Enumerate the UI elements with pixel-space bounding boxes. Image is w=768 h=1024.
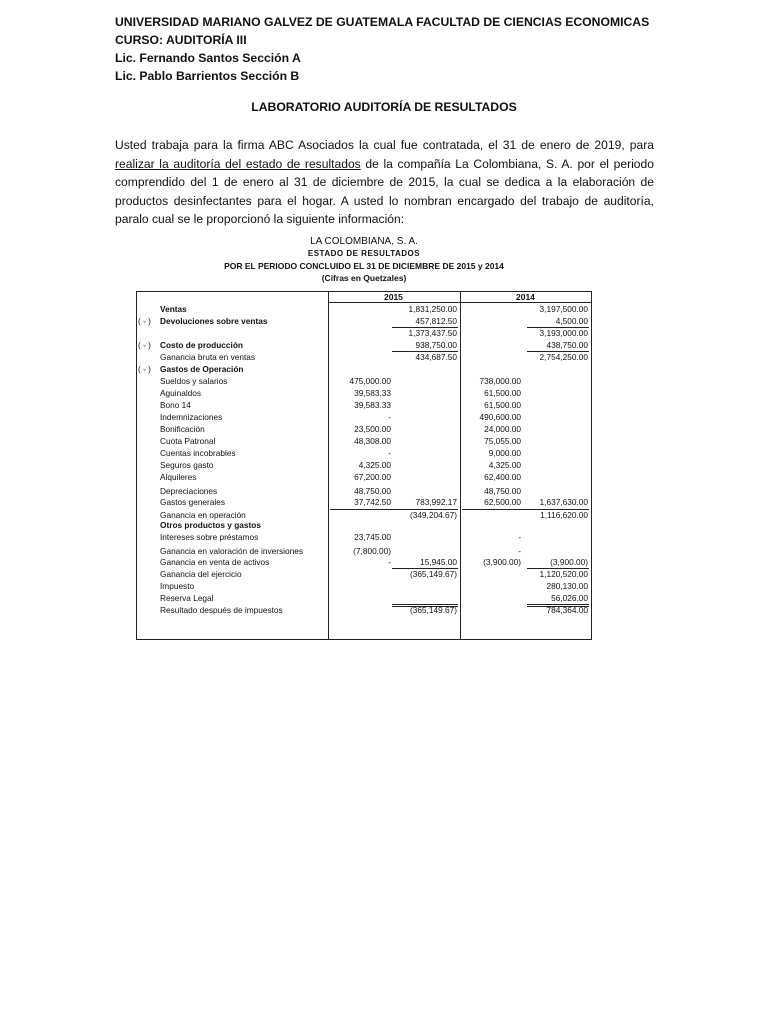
row-label: Sueldos y salarios [160,376,228,386]
row-label: Alquileres [160,472,197,482]
statement-row [0,411,768,423]
intro-underlined-text: realizar la auditoría del estado de resultados [115,156,361,171]
row-label: Ganancia en valoración de inversiones [160,546,303,556]
detail-2014-value: 75,055.00 [484,436,521,446]
statement-row [0,592,768,604]
total-2015-value: 1,831,250.00 [408,304,457,314]
statement-row [0,351,768,363]
statement-row [0,363,768,375]
row-label: Depreciaciones [160,486,218,496]
detail-2014-value: 61,500.00 [484,388,521,398]
row-label: Bonificación [160,424,205,434]
statement-row [0,471,768,483]
total-2014-value: 438,750.00 [546,340,588,350]
statement-row [0,531,768,543]
statement-currency: (Cifras en Quetzales) [321,273,407,283]
detail-2015-value: 37,742.50 [354,497,391,507]
statement-company: LA COLOMBIANA, S. A. [310,236,418,247]
row-label: Ganancia bruta en ventas [160,352,256,362]
total-2015-value: (349,204.67) [409,510,457,520]
year-2014-header: 2014 [516,292,535,302]
total-2015-value: 434,687.50 [415,352,457,362]
total-2015-value: 457,812.50 [415,316,457,326]
detail-2014-value: 9,000.00 [488,448,521,458]
row-label: Gastos de Operación [160,364,244,374]
row-label: Devoluciones sobre ventas [160,316,268,326]
row-label: Cuentas incobrables [160,448,236,458]
statement-name: ESTADO DE RESULTADOS [307,249,421,258]
statement-row [0,604,768,616]
lab-title: LABORATORIO AUDITORÍA DE RESULTADOS [251,100,517,114]
row-label: Ventas [160,304,187,314]
row-label: Intereses sobre préstamos [160,532,259,542]
document-header [115,13,649,85]
detail-2015-value: 4,325.00 [358,460,391,470]
detail-2014-value: - [518,546,521,556]
statement-row [0,375,768,387]
detail-2015-value: 39,583.33 [354,388,391,398]
total-2014-value: 56,026.00 [551,593,588,603]
statement-period: POR EL PERIODO CONCLUIDO EL 31 DE DICIEMBRE DE 2015 y 2014 [224,261,504,271]
statement-row [0,519,768,531]
statement-heading [0,236,728,284]
statement-row [0,447,768,459]
statement-row [0,423,768,435]
row-label: Indemnizaciones [160,412,223,422]
total-2014-value: 3,197,500.00 [539,304,588,314]
detail-2014-value: 4,325.00 [488,460,521,470]
row-label: Ganancia del ejercicio [160,569,242,579]
statement-row [0,568,768,580]
statement-row [0,580,768,592]
total-2014-value: 1,637,630.00 [539,497,588,507]
total-2015-value: (365,149.67) [409,569,457,579]
intro-text-2: de la compañía La Colombiana, S. A. por el periodo comprendido del 1 de enero al 31 de diciembre de 2015, la cual se dedica a la elaboración de productos desinfectantes para el hogar. A usted lo nombran encargado del trabajo de auditoría, paralo cual se le proporcionó la siguiente información: [115,156,654,226]
row-prefix: ( - ) [138,364,151,374]
detail-2015-value: - [388,412,391,422]
total-2015-value: 783,992.17 [415,497,457,507]
detail-2015-value: - [388,448,391,458]
intro-text-1: Usted trabaja para la firma ABC Asociados la cual fue contratada, el 31 de enero de 2019, para [115,138,654,152]
total-2014-value: 2,754,250.00 [539,352,588,362]
row-label: Resultado después de impuestos [160,605,283,615]
total-2014-value: 1,116,620.00 [540,510,588,520]
row-label: Gastos generales [160,497,226,507]
total-2015-value: 15,945.00 [420,557,457,567]
detail-2014-value: 48,750.00 [484,486,521,496]
total-2015-value: 938,750.00 [415,340,457,350]
detail-2015-value: (7,800.00) [353,546,391,556]
detail-2015-value: 475,000.00 [349,376,391,386]
statement-row [0,435,768,447]
total-2014-value: (3,900.00) [550,557,588,567]
detail-2015-value: 23,500.00 [354,424,391,434]
statement-row [0,556,768,568]
row-label: Seguros gasto [160,460,214,470]
row-label: Ganancia en operación [160,510,246,520]
statement-row [0,303,768,315]
detail-2014-value: 738,000.00 [479,376,521,386]
detail-2015-value: 23,745.00 [354,532,391,542]
instructor-a-line: Lic. Fernando Santos Sección A [115,51,301,65]
statement-row [0,387,768,399]
statement-row [0,339,768,351]
row-label: Otros productos y gastos [160,520,261,530]
university-faculty-line: UNIVERSIDAD MARIANO GALVEZ DE GUATEMALA FACULTAD DE CIENCIAS ECONOMICAS [115,15,650,29]
detail-2015-value: 48,750.00 [354,486,391,496]
year-2015-header: 2015 [384,292,403,302]
detail-2014-value: 62,400.00 [484,472,521,482]
row-label: Reserva Legal [160,593,214,603]
statement-row [0,399,768,411]
row-label: Aguinaldos [160,388,202,398]
total-2015-value: 1,373,437.50 [408,328,457,338]
detail-2015-value: 67,200.00 [354,472,391,482]
statement-row [0,459,768,471]
total-2014-value: 280,130.00 [546,581,588,591]
course-line: CURSO: AUDITORÍA III [115,33,247,47]
row-prefix: ( - ) [138,340,151,350]
total-2014-value: 784,364.00 [546,605,588,615]
detail-2015-value: 39,583.33 [354,400,391,410]
row-label: Impuesto [160,581,195,591]
detail-2015-value: 48,308.00 [354,436,391,446]
total-2014-value: 1,120,520.00 [539,569,588,579]
detail-2015-value: - [388,557,391,567]
total-2015-value: (365,149.67) [409,605,457,615]
row-label: Cuota Patronal [160,436,216,446]
total-2014-value: 4,500.00 [555,316,588,326]
detail-2014-value: 24,000.00 [484,424,521,434]
detail-2014-value: - [518,532,521,542]
detail-2014-value: (3,900.00) [483,557,521,567]
row-label: Bono 14 [160,400,191,410]
row-prefix: ( - ) [138,316,151,326]
total-2014-value: 3,193,000.00 [539,328,588,338]
statement-row [0,315,768,327]
intro-paragraph [115,136,654,229]
instructor-b-line: Lic. Pablo Barrientos Sección B [115,69,300,83]
row-label: Costo de producción [160,340,243,350]
detail-2014-value: 490,600.00 [479,412,521,422]
statement-row [0,327,768,339]
detail-2014-value: 62,500.00 [484,497,521,507]
statement-row [0,496,768,508]
detail-2014-value: 61,500.00 [484,400,521,410]
row-label: Ganancia en venta de activos [160,557,270,567]
